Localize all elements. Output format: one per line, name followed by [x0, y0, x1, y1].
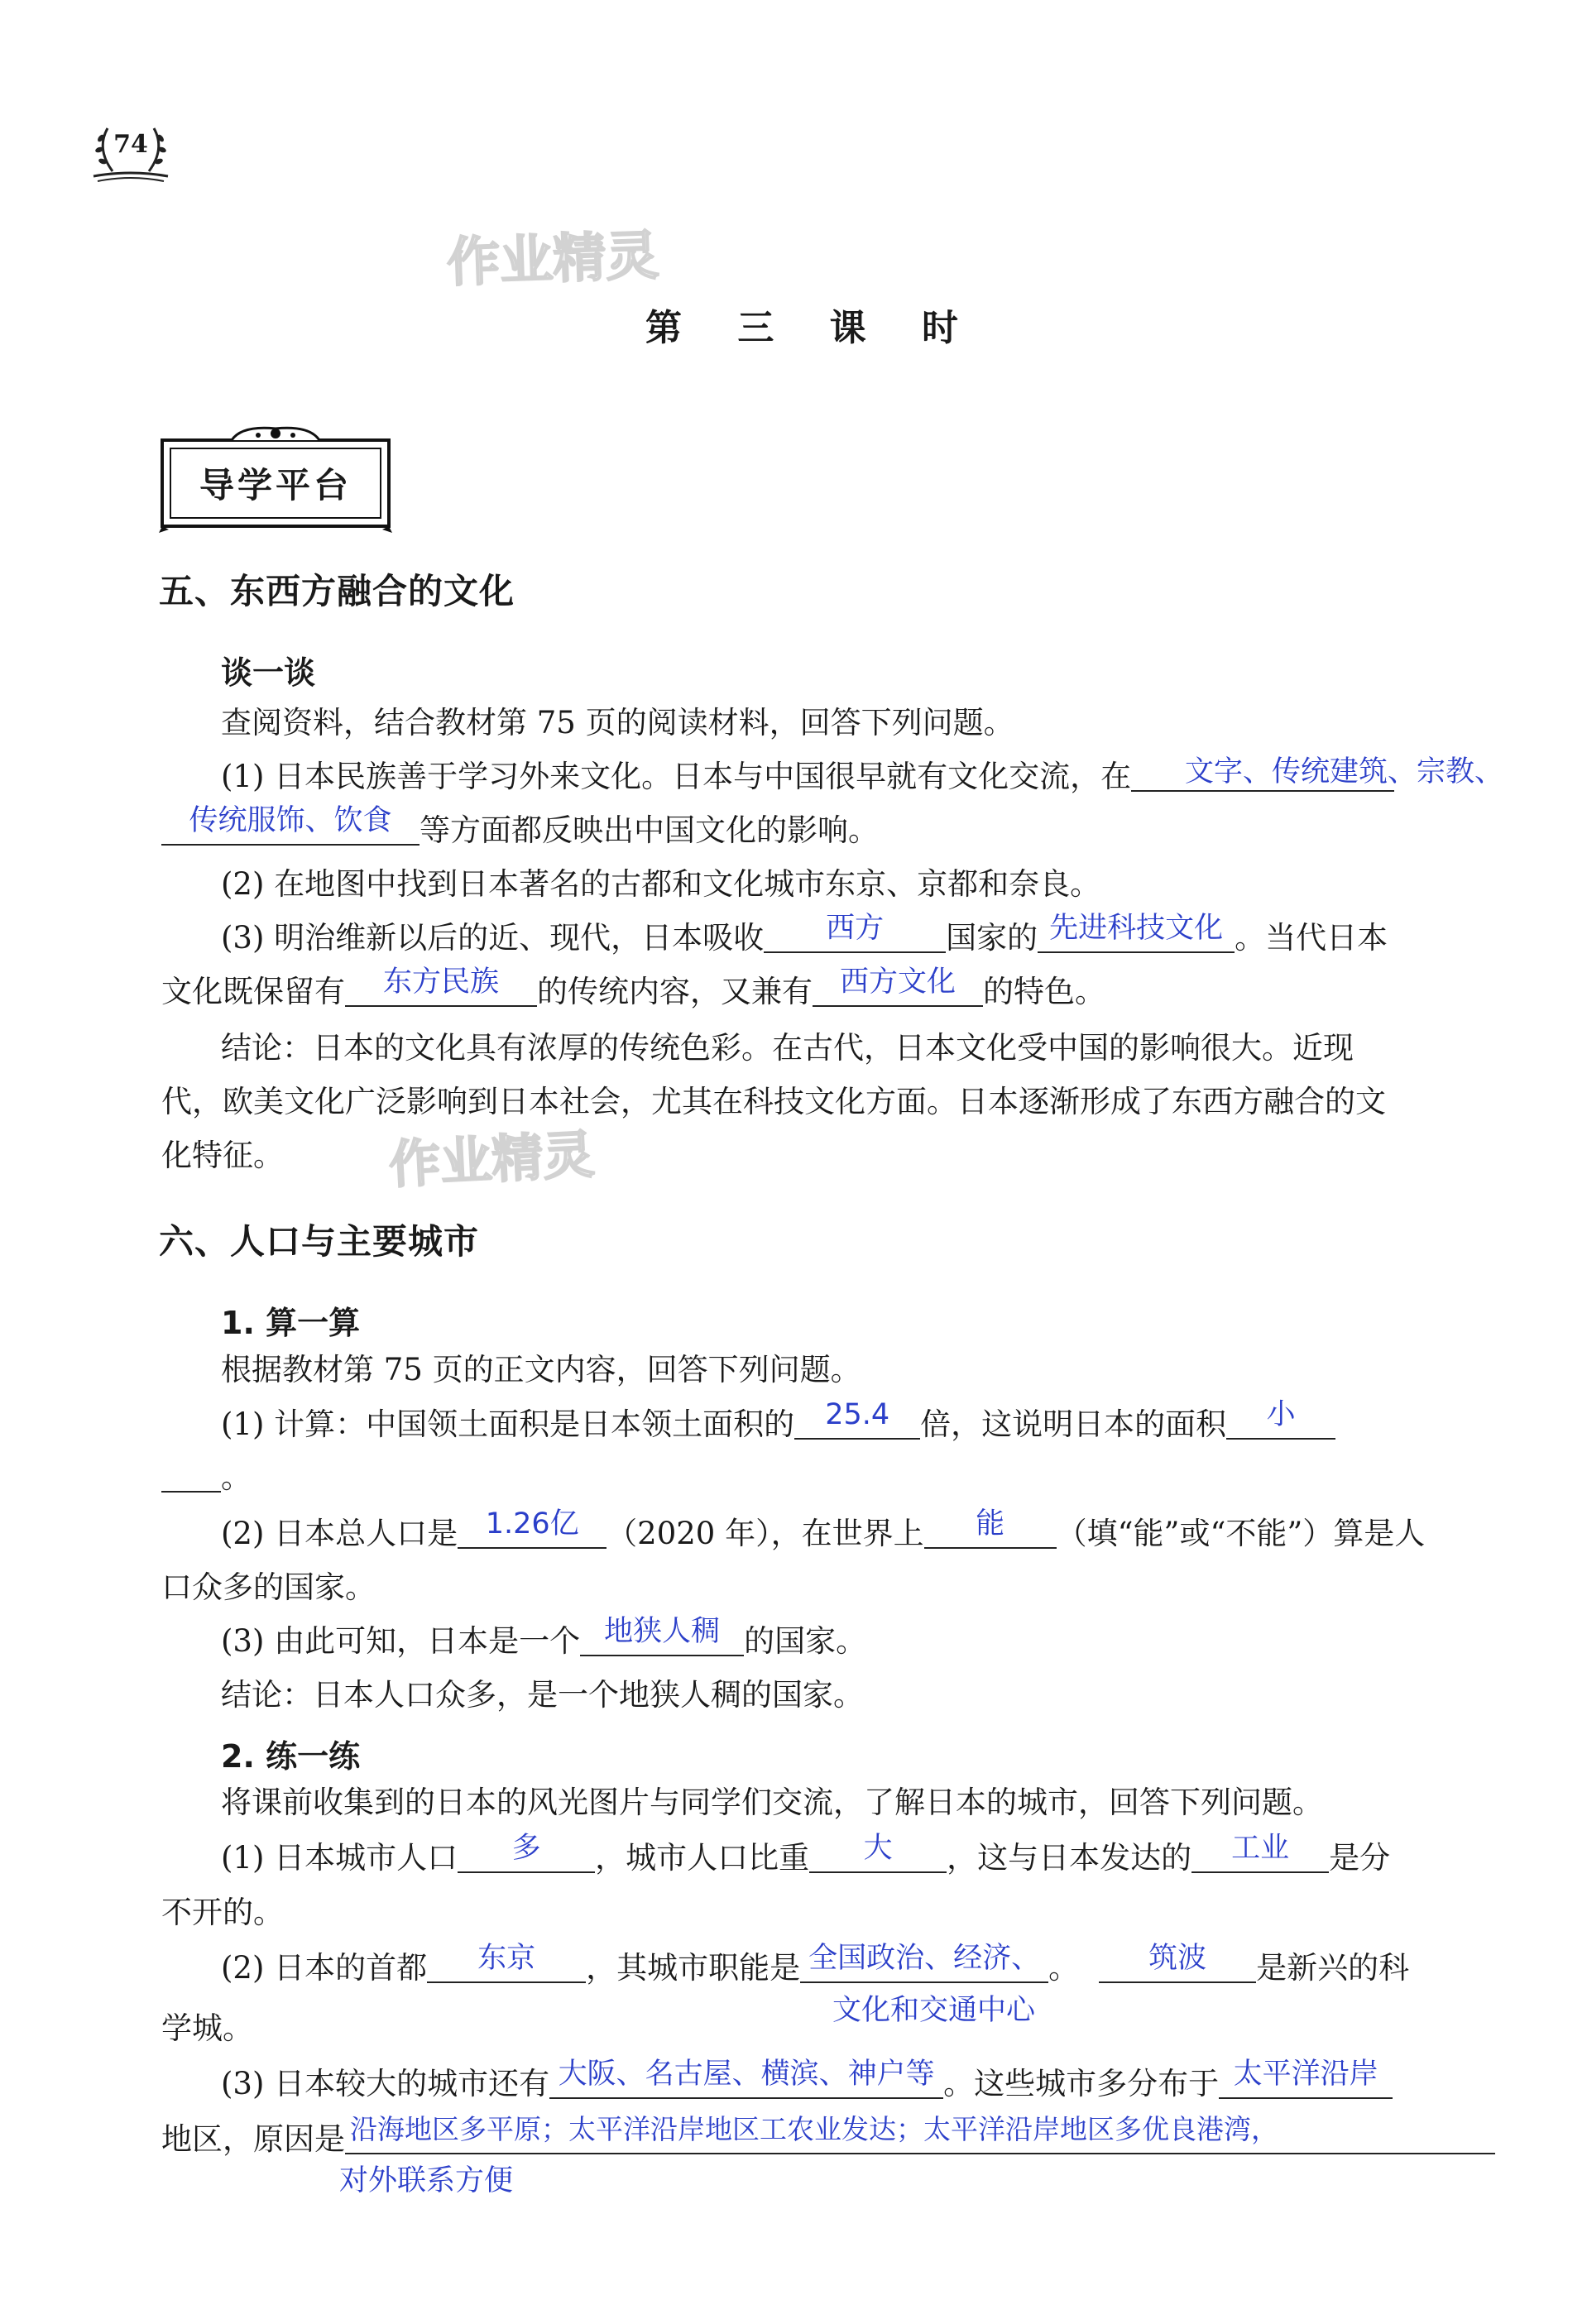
s6-p1-q1-text-b: 倍，这说明日本的面积 — [920, 1406, 1227, 1442]
watermark-top: 作业精灵 — [445, 225, 660, 295]
s6-p2-q3-line1 — [221, 2058, 1393, 2104]
s6-p1-q1-line2 — [161, 1458, 252, 1497]
s6-p2-q2-answer-1: 东京 — [477, 1942, 536, 1975]
s6-p1-q1-answer-1: 25.4 — [825, 1398, 890, 1431]
s6-p1-q2-line1 — [221, 1507, 1426, 1554]
s6-p2-q3-answer-1: 大阪、名古屋、横滨、神户等 — [558, 2058, 935, 2091]
s6-p1-q3-answer: 地狭人稠 — [604, 1615, 721, 1648]
s5-q3-text-b: 国家的 — [946, 920, 1038, 956]
s6-p2-q2-answer-2-cont: 文化和交通中心 — [832, 1994, 1036, 2027]
s6-p2-q1-line1 — [221, 1832, 1391, 1878]
s5-q3-text-f: 的特色。 — [983, 974, 1105, 1009]
s6-p1-q2-text-c: （填“能”或“不能”）算是人 — [1056, 1516, 1426, 1551]
s6-p2-q3-blank-2[interactable] — [1219, 2058, 1393, 2099]
lesson-title: 第 三 课 时 — [645, 307, 980, 349]
s5-conclusion-2: 代，欧美文化广泛影响到日本社会，尤其在科技文化方面。日本逐渐形成了东西方融合的文 — [161, 1084, 1386, 1119]
s5-q3-text-a: (3) 明治维新以后的近、现代，日本吸收 — [221, 920, 765, 956]
s6-p1-q1-text-c: 。 — [221, 1459, 252, 1495]
s5-q3-answer-4: 西方文化 — [839, 966, 956, 999]
s5-q3-answer-3: 东方民族 — [382, 966, 499, 999]
s6-p2-q2-text-b: ，其城市职能是 — [586, 1950, 801, 1986]
s5-q3-blank-2[interactable] — [1038, 912, 1235, 953]
s6-p1-q1-answer-2: 小 — [1266, 1398, 1296, 1431]
s5-q3-blank-4[interactable] — [813, 966, 983, 1007]
s6-p2-q2-blank-1[interactable] — [427, 1942, 586, 1983]
section6-title: 六、人口与主要城市 — [159, 1221, 480, 1262]
s6-p1-q1-text-a: (1) 计算：中国领土面积是日本领土面积的 — [221, 1406, 795, 1442]
s6-p2-q1-text-a: (1) 日本城市人口 — [221, 1840, 458, 1876]
s6-p1-q3-text-a: (3) 由此可知，日本是一个 — [221, 1623, 581, 1659]
s5-q1-text-a: (1) 日本民族善于学习外来文化。日本与中国很早就有文化交流，在 — [221, 759, 1132, 794]
s6-p2-q3-answer-3-cont: 对外联系方便 — [339, 2164, 514, 2197]
watermark-middle: 作业精灵 — [387, 1124, 597, 1196]
s6-p2-q1-answer-3: 工业 — [1231, 1832, 1290, 1865]
s5-q3-answer-1: 西方 — [826, 912, 885, 945]
s6-p2-q1-blank-1[interactable] — [458, 1832, 595, 1873]
s6-p2-q2-line1 — [221, 1942, 1410, 1988]
page-number-badge — [89, 112, 172, 186]
s6-p2-q2-line2: 学城。 — [161, 2010, 253, 2046]
s5-q1-text-b: 等方面都反映出中国文化的影响。 — [420, 812, 879, 848]
s6-p1-q1-blank-1[interactable] — [794, 1398, 920, 1440]
section5-intro: 查阅资料，结合教材第 75 页的阅读材料，回答下列问题。 — [221, 705, 1014, 740]
s6-p1-q3-text-b: 的国家。 — [744, 1623, 867, 1659]
s5-q3-blank-1[interactable] — [764, 912, 946, 953]
s6-p2-q2-text-a: (2) 日本的首都 — [221, 1950, 428, 1986]
s6-p1-q3 — [221, 1615, 867, 1661]
s6-p2-q3-blank-3[interactable] — [345, 2113, 1495, 2154]
s5-conclusion-1: 结论：日本的文化具有浓厚的传统色彩。在古代，日本文化受中国的影响很大。近现 — [221, 1030, 1354, 1066]
banner-label: 导学平台 — [199, 465, 352, 506]
s6-p2-q2-answer-2: 全国政治、经济、 — [808, 1942, 1041, 1975]
s6-p2-q3-text-b: 。这些城市多分布于 — [943, 2066, 1220, 2101]
s6-p2-q2-answer-3: 筑波 — [1148, 1942, 1207, 1975]
s5-q1-answer-b: 传统服饰、饮食 — [189, 804, 392, 837]
s6-p2-q3-text-a: (3) 日本较大的城市还有 — [221, 2066, 550, 2101]
s6-p2-q2-blank-2[interactable] — [800, 1942, 1048, 1983]
s6-p2-q3-answer-2: 太平洋沿岸 — [1233, 2058, 1378, 2091]
section6-part1-title: 1. 算一算 — [221, 1305, 361, 1341]
page-number: 74 — [113, 130, 148, 159]
s6-part1-intro: 根据教材第 75 页的正文内容，回答下列问题。 — [221, 1352, 861, 1387]
s5-q3-text-d: 文化既保留有 — [161, 974, 345, 1009]
section5-subtitle: 谈一谈 — [221, 654, 316, 691]
s5-q1-line2 — [161, 804, 879, 851]
s6-p2-q3-text-c: 地区，原因是 — [161, 2121, 345, 2157]
s6-p2-q3-line2 — [161, 2113, 1495, 2159]
s6-p1-q2-text-a: (2) 日本总人口是 — [221, 1516, 458, 1551]
s6-p2-q1-line2: 不开的。 — [161, 1895, 284, 1930]
section6-part2-title: 2. 练一练 — [221, 1738, 361, 1775]
s6-p2-q3-blank-1[interactable] — [549, 2058, 943, 2099]
s6-p2-q1-answer-2: 大 — [863, 1832, 893, 1865]
s6-part1-conclusion: 结论：日本人口众多，是一个地狭人稠的国家。 — [221, 1677, 864, 1713]
s5-q3-text-e: 的传统内容，又兼有 — [537, 974, 813, 1009]
s6-p1-q1-line1 — [221, 1398, 1335, 1445]
s6-p1-q2-answer-2: 能 — [976, 1507, 1005, 1541]
s6-p1-q2-blank-1[interactable] — [458, 1507, 607, 1549]
s6-p1-q3-blank[interactable] — [580, 1615, 744, 1656]
s6-p1-q2-blank-2[interactable] — [924, 1507, 1057, 1549]
s6-p2-q1-answer-1: 多 — [511, 1832, 541, 1865]
s5-q3-text-c: 。当代日本 — [1235, 920, 1388, 956]
s5-q3-blank-3[interactable] — [345, 966, 537, 1007]
s5-q2: (2) 在地图中找到日本著名的古都和文化城市东京、京都和奈良。 — [221, 866, 1101, 902]
s5-q1-blank-b[interactable] — [161, 804, 420, 846]
s6-p2-q1-text-c: ，这与日本发达的 — [947, 1840, 1192, 1876]
s6-p2-q1-text-d: 是分 — [1329, 1840, 1391, 1876]
s5-conclusion-3: 化特征。 — [161, 1138, 284, 1173]
study-platform-banner — [159, 420, 392, 536]
s6-p2-q2-text-d: 是新兴的科 — [1256, 1950, 1410, 1986]
s6-part2-intro: 将课前收集到的日本的风光图片与同学们交流，了解日本的城市，回答下列问题。 — [221, 1785, 1323, 1820]
s6-p2-q2-blank-3[interactable] — [1099, 1942, 1256, 1983]
s5-q3-answer-2: 先进科技文化 — [1049, 912, 1224, 945]
s6-p2-q2-text-c: 。 — [1048, 1950, 1080, 1986]
s6-p2-q1-blank-3[interactable] — [1191, 1832, 1329, 1873]
s6-p1-q2-line2: 口众多的国家。 — [161, 1569, 376, 1605]
s6-p1-q2-answer-1: 1.26亿 — [485, 1507, 579, 1541]
s6-p1-q1-blank-2-cont — [161, 1458, 221, 1493]
s6-p1-q2-text-b: （2020 年），在世界上 — [607, 1516, 924, 1551]
s5-q3-line1 — [221, 912, 1388, 958]
s6-p2-q1-blank-2[interactable] — [809, 1832, 947, 1873]
s5-q1-answer-a: 文字、传统建筑、宗教、 — [1185, 755, 1504, 788]
section5-title: 五、东西方融合的文化 — [159, 571, 515, 611]
s5-q3-line2 — [161, 966, 1105, 1012]
s6-p2-q3-answer-3: 沿海地区多平原；太平洋沿岸地区工农业发达；太平洋沿岸地区多优良港湾， — [350, 2113, 1278, 2145]
s6-p1-q1-blank-2[interactable] — [1226, 1398, 1335, 1440]
s6-p2-q1-text-b: ，城市人口比重 — [595, 1840, 810, 1876]
